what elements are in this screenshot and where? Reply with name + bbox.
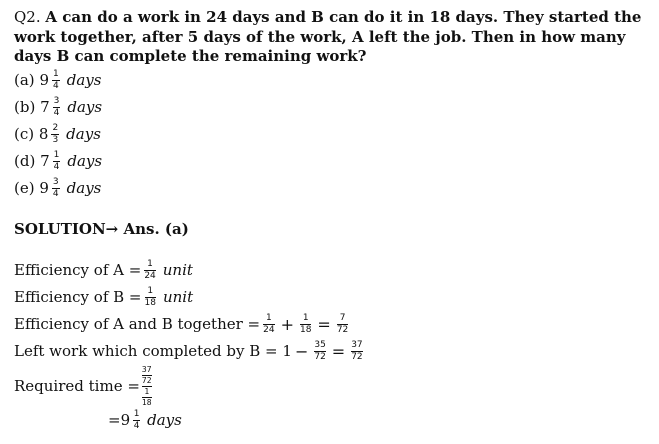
plus-sign: + (280, 314, 294, 334)
fraction: $\frac{1}{18}$ (299, 312, 312, 335)
option-fraction: $\frac{1}{4}$ (53, 149, 60, 172)
equals-sign: = (331, 341, 346, 361)
option-label: (e) (14, 179, 35, 197)
line-label: Efficiency of A and B together = (14, 315, 261, 333)
line-label: Required time = (14, 377, 140, 395)
option-e (14, 175, 101, 201)
complex-fraction: 37 72 1 18 (141, 364, 152, 407)
unit-text: unit (162, 288, 194, 306)
option-label: (d) (14, 152, 36, 170)
solution-heading (14, 220, 189, 238)
left-work-line (14, 338, 366, 364)
option-fraction: $\frac{3}{4}$ (52, 176, 59, 199)
question (14, 8, 644, 67)
option-whole: 7 (40, 152, 50, 170)
unit-text: days (147, 411, 182, 429)
option-label: (a) (14, 71, 35, 89)
fraction: $\frac{1}{24}$ (263, 312, 275, 335)
fraction: $\frac{35}{72}$ (314, 339, 326, 362)
option-fraction: $\frac{2}{3}$ (52, 122, 59, 145)
required-time-line (14, 366, 154, 406)
option-unit: days (67, 98, 103, 116)
option-whole: 8 (38, 125, 49, 143)
option-whole: 7 (40, 98, 50, 116)
option-whole: 9 (39, 71, 49, 89)
fraction: $\frac{7}{72}$ (336, 312, 349, 335)
equals-sign: = (108, 411, 121, 429)
fraction: $\frac{37}{72}$ (351, 339, 363, 362)
efficiency-a-line (14, 257, 193, 283)
option-fraction: $\frac{1}{4}$ (52, 68, 59, 91)
option-unit: days (66, 71, 102, 89)
option-unit: days (67, 152, 103, 170)
option-c (14, 121, 101, 147)
line-label: Left work which completed by B = 1 (14, 342, 292, 360)
option-b (14, 94, 102, 120)
result-whole: 9 (120, 411, 131, 429)
fraction: $\frac{1}{18}$ (144, 285, 156, 308)
option-whole: 9 (39, 179, 49, 197)
option-a (14, 67, 101, 93)
option-d (14, 148, 102, 174)
unit-text: unit (162, 261, 193, 279)
solution-label: SOLUTION (14, 220, 106, 238)
question-label: Q2. (14, 8, 41, 26)
option-fraction: $\frac{3}{4}$ (53, 95, 60, 118)
result-line (108, 407, 182, 433)
minus-sign: − (294, 341, 309, 361)
arrow-icon: → (105, 220, 119, 238)
efficiency-b-line (14, 284, 193, 310)
equals-sign: = (317, 314, 331, 334)
option-label: (b) (14, 98, 36, 116)
line-label: Efficiency of B = (14, 288, 142, 306)
option-label: (c) (14, 125, 35, 143)
option-unit: days (66, 179, 102, 197)
fraction: $\frac{1}{4}$ (133, 408, 140, 431)
option-unit: days (66, 125, 101, 143)
efficiency-ab-line (14, 311, 351, 337)
line-label: Efficiency of A = (14, 261, 142, 279)
answer-text: Ans. (a) (118, 220, 189, 238)
fraction: $\frac{1}{24}$ (144, 258, 156, 281)
question-text: A can do a work in 24 days and B can do it in 18 days. They started the work together, after 5 days of the work, A left the job. Then in how many days B can complete the remaining work? (14, 8, 642, 65)
